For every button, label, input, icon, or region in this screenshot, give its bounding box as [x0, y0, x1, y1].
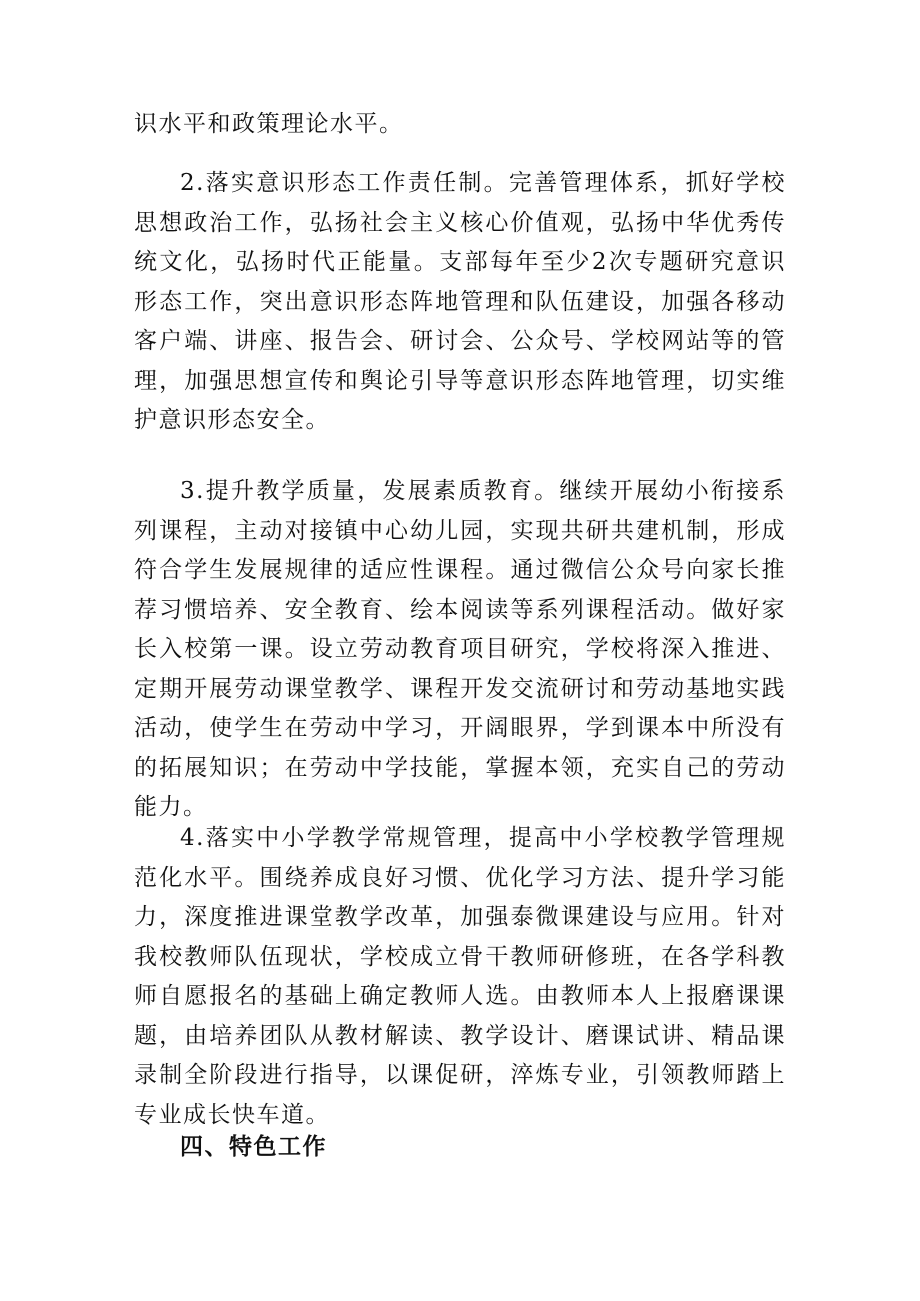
paragraph-2: 2.落实意识形态工作责任制。完善管理体系，抓好学校思想政治工作，弘扬社会主义核心价值观，弘扬中华优秀传统文化，弘扬时代正能量。支部每年至少2次专题研究意识形态工作，突出意识形态阵地管理和队伍建设，加强各移动客户端、讲座、报告会、研讨会、公众号、学校网站等的管理，加强思想宣传和舆论引导等意识形态阵地管理，切实维护意识形态安全。 — [134, 170, 786, 433]
paragraph-3-block — [134, 472, 786, 828]
paragraph-2-block — [134, 164, 786, 441]
paragraph-continuation: 识水平和政策理论水平。 — [134, 111, 404, 137]
paragraph-4-block — [134, 819, 786, 1135]
paragraph-3: 3.提升教学质量，发展素质教育。继续开展幼小衔接系列课程，主动对接镇中心幼儿园，实现共研共建机制，形成符合学生发展规律的适应性课程。通过微信公众号向家长推荐习惯培养、安全教育、绘本阅读等系列课程活动。做好家长入校第一课。设立劳动教育项目研究，学校将深入推进、定期开展劳动课堂教学、课程开发交流研讨和劳动基地实践活动，使学生在劳动中学习，开阔眼界，学到课本中所没有的拓展知识；在劳动中学技能，掌握本领，充实自己的劳动能力。 — [134, 478, 786, 820]
paragraph-4: 4.落实中小学教学常规管理，提高中小学校教学管理规范化水平。围绕养成良好习惯、优化学习方法、提升学习能力，深度推进课堂教学改革，加强泰微课建设与应用。针对我校教师队伍现状，学校成立骨干教师研修班，在各学科教师自愿报名的基础上确定教师人选。由教师本人上报磨课课题，由培养团队从教材解读、教学设计、磨课试讲、精品课录制全阶段进行指导，以课促研，淬炼专业，引领教师踏上专业成长快车道。 — [134, 825, 786, 1128]
continuation-text — [134, 105, 786, 145]
section-heading: 四、特色工作 — [180, 1134, 327, 1160]
